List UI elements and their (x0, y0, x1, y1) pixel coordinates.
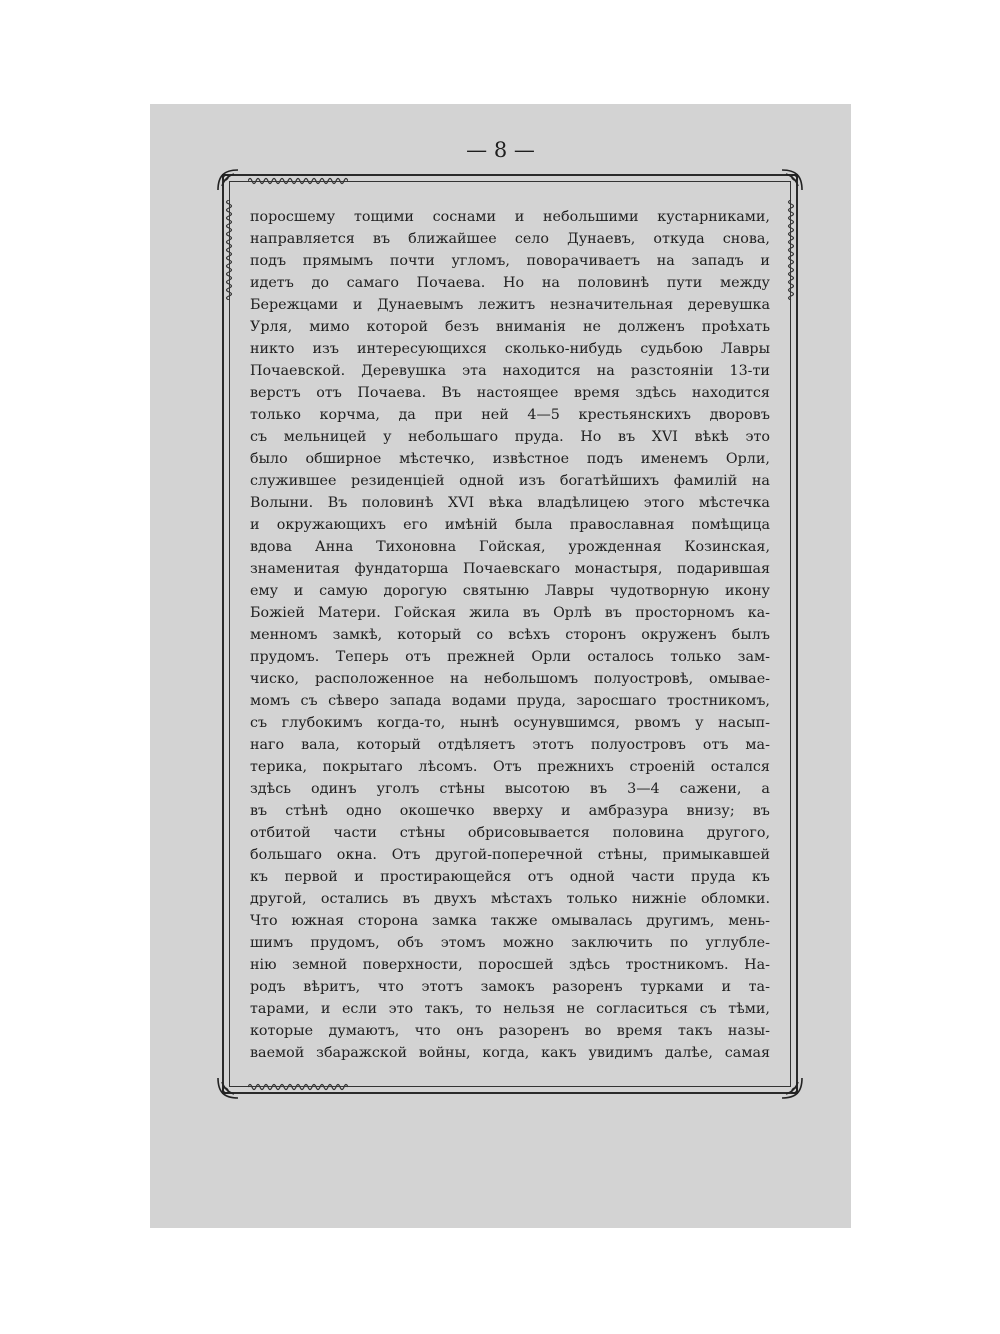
scanned-page (150, 104, 851, 1228)
text-line: нію земной поверхности, поросшей здѣсь тростникомъ. На- (250, 957, 770, 973)
text-line: тарами, и если это такъ, то нельзя не согласиться съ тѣми, (250, 1001, 770, 1017)
text-line: знаменитая фундаторша Почаевскаго монастыря, подарившая (250, 561, 770, 577)
page-number: — 8 — (466, 138, 535, 162)
border-chain-top (248, 175, 348, 187)
text-line: шимъ прудомъ, объ этомъ можно заключить по углубле- (250, 935, 770, 951)
text-line: прудомъ. Теперь отъ прежней Орли осталось только зам- (250, 649, 770, 665)
text-line: другой, остались въ двухъ мѣстахъ только нижніе обломки. (250, 891, 770, 907)
text-line: момъ съ сѣверо запада водами пруда, заросшаго тростникомъ, (250, 693, 770, 709)
text-line: ему и самую дорогую святыню Лавры чудотворную икону (250, 583, 770, 599)
text-line: поросшему тощими соснами и небольшими кустарниками, (250, 209, 770, 225)
text-line: родъ вѣритъ, что этотъ замокъ разоренъ турками и та- (250, 979, 770, 995)
text-line: ваемой збаражской войны, когда, какъ увидимъ далѣе, самая (250, 1045, 770, 1061)
text-line: было обширное мѣстечко, извѣстное подъ именемъ Орли, (250, 451, 770, 467)
text-line: въ стѣнѣ одно окошечко вверху и амбразура внизу; въ (250, 803, 770, 819)
text-line: большаго окна. Отъ другой-поперечной стѣны, примыкавшей (250, 847, 770, 863)
corner-ornament-icon (214, 1074, 242, 1102)
text-line: Урля, мимо которой безъ вниманія не долженъ проѣхать (250, 319, 770, 335)
text-line: отбитой части стѣны обрисовывается половина другого, (250, 825, 770, 841)
text-line: подъ прямымъ почти угломъ, поворачиваетъ на западъ и (250, 253, 770, 269)
text-line: здѣсь одинъ уголъ стѣны высотою въ 3—4 сажени, а (250, 781, 770, 797)
text-line: никто изъ интересующихся сколько-нибудь судьбою Лавры (250, 341, 770, 357)
text-line: наго вала, который отдѣляетъ этотъ полуостровъ отъ ма- (250, 737, 770, 753)
text-line: Что южная сторона замка также омывалась другимъ, мень- (250, 913, 770, 929)
text-line: съ мельницей у небольшаго пруда. Но въ XVI вѣкѣ это (250, 429, 770, 445)
body-text (250, 206, 770, 1064)
text-line: направляется въ ближайшее село Дунаевъ, откуда снова, (250, 231, 770, 247)
text-line: вдова Анна Тихоновна Гойская, урожденная Козинская, (250, 539, 770, 555)
corner-ornament-icon (214, 166, 242, 194)
text-line: только корчма, да при ней 4—5 крестьянскихъ дворовъ (250, 407, 770, 423)
text-line: служившее резиденціей одной изъ богатѣйшихъ фамилій на (250, 473, 770, 489)
border-chain-left (223, 200, 235, 300)
text-line: Волыни. Въ половинѣ XVI вѣка владѣлицею этого мѣстечка (250, 495, 770, 511)
text-line: Почаевской. Деревушка эта находится на разстояніи 13-ти (250, 363, 770, 379)
border-chain-right (785, 200, 797, 300)
text-line: Божіей Матери. Гойская жила въ Орлѣ въ просторномъ ка- (250, 605, 770, 621)
text-line: къ первой и простирающейся отъ одной части пруда къ (250, 869, 770, 885)
text-line: и окружающихъ его имѣній была православная помѣщица (250, 517, 770, 533)
border-chain-bottom (248, 1081, 348, 1093)
text-line: идетъ до самаго Почаева. Но на половинѣ пути между (250, 275, 770, 291)
text-line: терика, покрытаго лѣсомъ. Отъ прежнихъ строеній остался (250, 759, 770, 775)
text-line: чиско, расположенное на небольшомъ полуостровѣ, омывае- (250, 671, 770, 687)
ornamental-border (222, 174, 798, 1094)
text-line: съ глубокимъ когда-то, нынѣ осунувшимся, рвомъ у насып- (250, 715, 770, 731)
corner-ornament-icon (778, 1074, 806, 1102)
text-line: которые думаютъ, что онъ разоренъ во время такъ назы- (250, 1023, 770, 1039)
text-line: верстъ отъ Почаева. Въ настоящее время здѣсь находится (250, 385, 770, 401)
text-line: Бережцами и Дунаевымъ лежитъ незначительная деревушка (250, 297, 770, 313)
text-line: менномъ замкѣ, который со всѣхъ сторонъ окруженъ былъ (250, 627, 770, 643)
corner-ornament-icon (778, 166, 806, 194)
